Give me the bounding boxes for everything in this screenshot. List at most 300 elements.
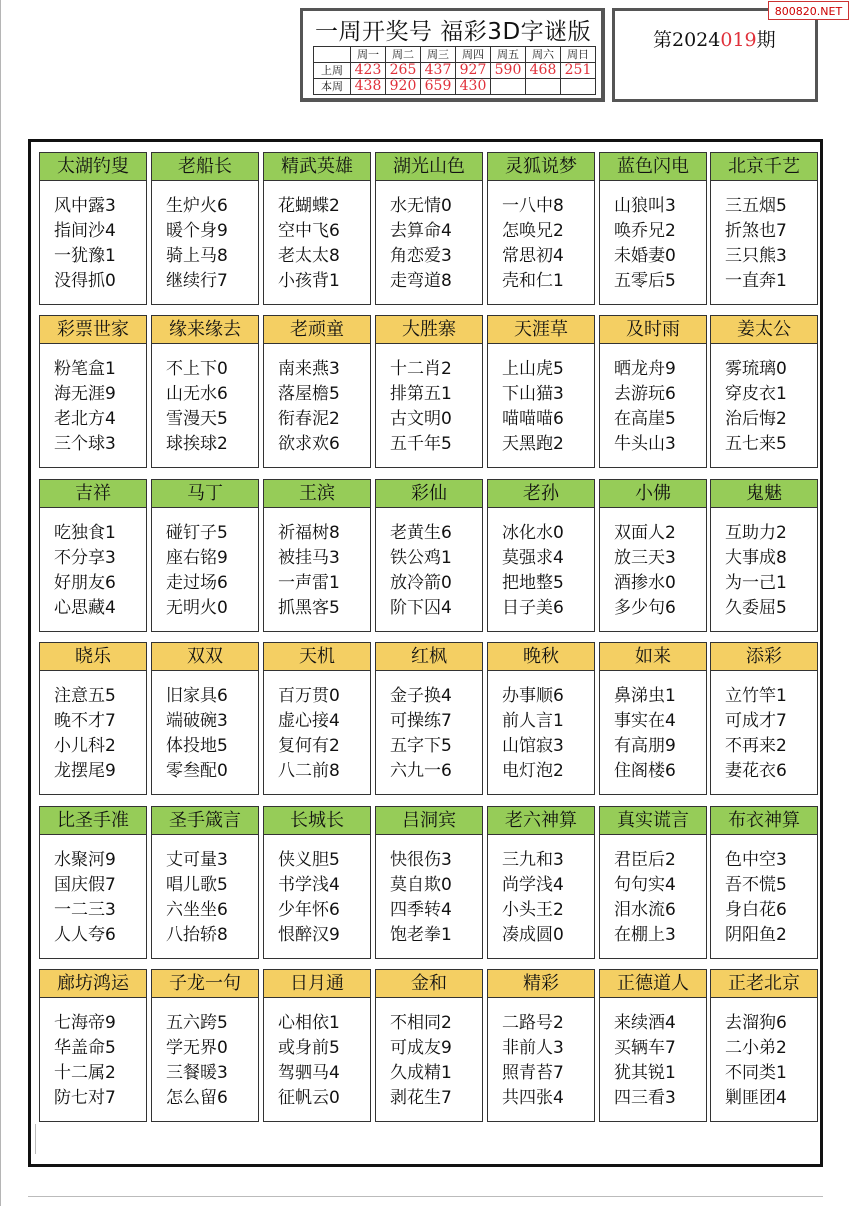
riddle-card — [151, 642, 259, 795]
riddle-line: 天黑跑2 — [502, 434, 564, 454]
card-title: 晚秋 — [488, 643, 594, 671]
card-title: 廊坊鸿运 — [40, 970, 146, 998]
card-lines — [711, 998, 817, 1111]
card-lines — [711, 508, 817, 621]
card-lines — [488, 508, 594, 621]
riddle-line: 一声雷1 — [278, 573, 340, 593]
riddle-line: 南来燕3 — [278, 359, 340, 379]
riddle-line: 办事顺6 — [502, 686, 564, 706]
riddle-line: 莫自欺0 — [390, 875, 452, 895]
riddle-line: 有高朋9 — [614, 736, 676, 756]
riddle-card — [487, 152, 595, 305]
riddle-line: 在高崖5 — [614, 409, 676, 429]
riddle-line: 唤乔兄2 — [614, 221, 676, 241]
riddle-line: 球挨球2 — [166, 434, 228, 454]
card-lines — [152, 344, 258, 457]
riddle-line: 日子美6 — [502, 598, 564, 618]
bottom-rule — [28, 1196, 823, 1197]
riddle-line: 水聚河9 — [54, 850, 116, 870]
riddle-card — [599, 969, 707, 1122]
card-title: 如来 — [600, 643, 706, 671]
riddle-line: 身白花6 — [725, 900, 787, 920]
riddle-line: 壳和仁1 — [502, 271, 564, 291]
riddle-card — [599, 479, 707, 632]
riddle-line: 可成友9 — [390, 1038, 452, 1058]
issue-prefix: 第2024 — [653, 29, 721, 51]
riddle-line: 不同类1 — [725, 1063, 787, 1083]
riddle-line: 可成才7 — [725, 711, 787, 731]
card-title: 小佛 — [600, 480, 706, 508]
card-title: 天机 — [264, 643, 370, 671]
riddle-line: 五零后5 — [614, 271, 676, 291]
draw-number: 251 — [561, 63, 596, 79]
riddle-line: 排第五1 — [390, 384, 452, 404]
riddle-card — [151, 315, 259, 468]
riddle-line: 去游玩6 — [614, 384, 676, 404]
weekly-title: 一周开奖号 福彩3D字谜版 — [315, 19, 592, 45]
riddle-line: 来续酒4 — [614, 1013, 676, 1033]
card-title: 及时雨 — [600, 316, 706, 344]
riddle-line: 四季转4 — [390, 900, 452, 920]
riddle-line: 电灯泡2 — [502, 761, 564, 781]
riddle-line: 晚不才7 — [54, 711, 116, 731]
riddle-card — [375, 806, 483, 959]
riddle-line: 华盖命5 — [54, 1038, 116, 1058]
riddle-card — [375, 315, 483, 468]
riddle-line: 君臣后2 — [614, 850, 676, 870]
riddle-line: 阴阳鱼2 — [725, 925, 787, 945]
card-title: 吉祥 — [40, 480, 146, 508]
riddle-line: 不相同2 — [390, 1013, 452, 1033]
draw-number: 438 — [351, 79, 386, 95]
riddle-line: 治后悔2 — [725, 409, 787, 429]
riddle-card — [39, 642, 147, 795]
riddle-line: 怎么留6 — [166, 1088, 228, 1108]
riddle-card — [263, 642, 371, 795]
card-title: 姜太公 — [711, 316, 817, 344]
riddle-card — [263, 806, 371, 959]
card-lines — [264, 181, 370, 294]
riddle-line: 莫强求4 — [502, 548, 564, 568]
riddle-line: 角恋爱3 — [390, 246, 452, 266]
riddle-line: 吾不慌5 — [725, 875, 787, 895]
empty-footer-cell — [35, 1124, 816, 1154]
riddle-line: 八二前8 — [278, 761, 340, 781]
card-title: 精彩 — [488, 970, 594, 998]
riddle-card — [263, 969, 371, 1122]
riddle-line: 可操练7 — [390, 711, 452, 731]
riddle-line: 快很伤3 — [390, 850, 452, 870]
riddle-line: 老黄生6 — [390, 523, 452, 543]
riddle-line: 五千年5 — [390, 434, 452, 454]
riddle-line: 老北方4 — [54, 409, 116, 429]
riddle-line: 大事成8 — [725, 548, 787, 568]
card-lines — [264, 508, 370, 621]
riddle-line: 雾琉璃0 — [725, 359, 787, 379]
riddle-line: 共四张4 — [502, 1088, 564, 1108]
riddle-line: 雪漫天5 — [166, 409, 228, 429]
riddle-line: 恨醉汉9 — [278, 925, 340, 945]
riddle-line: 三个球3 — [54, 434, 116, 454]
riddle-line: 久委屈5 — [725, 598, 787, 618]
riddle-card — [710, 152, 818, 305]
riddle-card — [263, 479, 371, 632]
riddle-line: 非前人3 — [502, 1038, 564, 1058]
weekday-label: 周二 — [386, 47, 421, 63]
card-title: 天涯草 — [488, 316, 594, 344]
weekday-header-row — [314, 47, 596, 63]
riddle-card — [375, 642, 483, 795]
card-lines — [40, 508, 146, 621]
card-title: 蓝色闪电 — [600, 153, 706, 181]
riddle-line: 山馆寂3 — [502, 736, 564, 756]
riddle-line: 久成精1 — [390, 1063, 452, 1083]
card-lines — [376, 998, 482, 1111]
card-title: 老顽童 — [264, 316, 370, 344]
riddle-line: 酒掺水0 — [614, 573, 676, 593]
row-label: 本周 — [314, 79, 351, 95]
riddle-line: 心相依1 — [278, 1013, 340, 1033]
riddle-line: 五字下5 — [390, 736, 452, 756]
riddle-line: 鼻涕虫1 — [614, 686, 676, 706]
card-title: 老孙 — [488, 480, 594, 508]
card-lines — [600, 508, 706, 621]
riddle-line: 铁公鸡1 — [390, 548, 452, 568]
riddle-line: 把地整5 — [502, 573, 564, 593]
riddle-card — [151, 152, 259, 305]
card-lines — [711, 835, 817, 948]
riddle-line: 小儿科2 — [54, 736, 116, 756]
riddle-line: 三五烟5 — [725, 196, 787, 216]
riddle-line: 征帆云0 — [278, 1088, 340, 1108]
riddle-line: 书学浅4 — [278, 875, 340, 895]
card-lines — [152, 508, 258, 621]
riddle-card — [710, 315, 818, 468]
riddle-line: 不分享3 — [54, 548, 116, 568]
riddle-line: 在棚上3 — [614, 925, 676, 945]
riddle-line: 去算命4 — [390, 221, 452, 241]
card-title: 彩仙 — [376, 480, 482, 508]
riddle-line: 暖个身9 — [166, 221, 228, 241]
riddle-line: 下山猫3 — [502, 384, 564, 404]
card-lines — [711, 344, 817, 457]
draw-number: 468 — [526, 63, 561, 79]
riddle-row — [39, 152, 819, 308]
card-title: 湖光山色 — [376, 153, 482, 181]
card-title: 缘来缘去 — [152, 316, 258, 344]
weekly-results-box — [300, 8, 605, 102]
riddle-line: 学无界0 — [166, 1038, 228, 1058]
riddle-row — [39, 642, 819, 798]
riddle-card — [39, 479, 147, 632]
riddle-line: 旧家具6 — [166, 686, 228, 706]
riddle-line: 多少句6 — [614, 598, 676, 618]
riddle-card — [487, 479, 595, 632]
card-lines — [40, 998, 146, 1111]
draw-number: 430 — [456, 79, 491, 95]
card-lines — [40, 835, 146, 948]
card-lines — [264, 835, 370, 948]
card-lines — [376, 508, 482, 621]
card-title: 比圣手准 — [40, 807, 146, 835]
riddle-card — [710, 969, 818, 1122]
riddle-line: 阶下囚4 — [390, 598, 452, 618]
riddle-line: 不上下0 — [166, 359, 228, 379]
card-lines — [488, 344, 594, 457]
card-title: 长城长 — [264, 807, 370, 835]
draw-number: 423 — [351, 63, 386, 79]
riddle-row — [39, 479, 819, 635]
riddle-line: 剿匪团4 — [725, 1088, 787, 1108]
card-title: 双双 — [152, 643, 258, 671]
draw-number: 659 — [421, 79, 456, 95]
riddle-line: 国庆假7 — [54, 875, 116, 895]
weekday-label: 周日 — [561, 47, 596, 63]
riddle-line: 色中空3 — [725, 850, 787, 870]
card-lines — [152, 181, 258, 294]
riddle-line: 花蝴蝶2 — [278, 196, 340, 216]
riddle-line: 剥花生7 — [390, 1088, 452, 1108]
riddle-line: 一二三3 — [54, 900, 116, 920]
riddle-card — [710, 642, 818, 795]
issue-num: 019 — [720, 29, 757, 51]
card-lines — [40, 344, 146, 457]
riddle-card — [487, 642, 595, 795]
card-lines — [711, 181, 817, 294]
riddle-line: 指间沙4 — [54, 221, 116, 241]
weekday-label: 周三 — [421, 47, 456, 63]
riddle-line: 二小弟2 — [725, 1038, 787, 1058]
riddle-line: 好朋友6 — [54, 573, 116, 593]
riddle-line: 生炉火6 — [166, 196, 228, 216]
riddle-line: 十二肖2 — [390, 359, 452, 379]
riddle-line: 水无情0 — [390, 196, 452, 216]
riddle-line: 买辆车7 — [614, 1038, 676, 1058]
issue-number-box — [612, 8, 818, 102]
draw-number — [526, 79, 561, 95]
riddle-line: 七海帝9 — [54, 1013, 116, 1033]
riddle-line: 零叁配0 — [166, 761, 228, 781]
riddle-line: 百万贯0 — [278, 686, 340, 706]
riddle-card — [375, 479, 483, 632]
riddle-line: 放冷箭0 — [390, 573, 452, 593]
card-title: 鬼魅 — [711, 480, 817, 508]
riddle-line: 金子换4 — [390, 686, 452, 706]
riddle-card — [263, 152, 371, 305]
riddle-line: 少年怀6 — [278, 900, 340, 920]
riddle-line: 事实在4 — [614, 711, 676, 731]
riddle-line: 祈福树8 — [278, 523, 340, 543]
card-title: 添彩 — [711, 643, 817, 671]
riddle-card — [39, 315, 147, 468]
riddle-card — [599, 152, 707, 305]
riddle-line: 唱儿歌5 — [166, 875, 228, 895]
riddle-line: 注意五5 — [54, 686, 116, 706]
riddle-line: 去溜狗6 — [725, 1013, 787, 1033]
riddle-row — [39, 806, 819, 962]
riddle-line: 一八中8 — [502, 196, 564, 216]
riddle-line: 立竹竿1 — [725, 686, 787, 706]
card-lines — [600, 835, 706, 948]
riddle-line: 端破碗3 — [166, 711, 228, 731]
draw-number — [561, 79, 596, 95]
card-lines — [152, 998, 258, 1111]
draw-number: 920 — [386, 79, 421, 95]
riddle-line: 山无水6 — [166, 384, 228, 404]
card-title: 圣手箴言 — [152, 807, 258, 835]
riddle-line: 一直奔1 — [725, 271, 787, 291]
card-lines — [376, 181, 482, 294]
riddle-card — [151, 479, 259, 632]
riddle-card — [39, 806, 147, 959]
riddle-line: 十二属2 — [54, 1063, 116, 1083]
riddle-line: 犹其锐1 — [614, 1063, 676, 1083]
riddle-line: 小孩背1 — [278, 271, 340, 291]
riddle-line: 心思藏4 — [54, 598, 116, 618]
card-lines — [600, 181, 706, 294]
riddle-card — [151, 806, 259, 959]
riddle-line: 不再来2 — [725, 736, 787, 756]
riddle-line: 冰化水0 — [502, 523, 564, 543]
riddle-line: 吃独食1 — [54, 523, 116, 543]
riddle-card — [710, 479, 818, 632]
riddle-row — [39, 969, 819, 1125]
riddle-line: 驾驷马4 — [278, 1063, 340, 1083]
riddle-line: 未婚妻0 — [614, 246, 676, 266]
riddle-card — [375, 969, 483, 1122]
riddle-line: 饱老拳1 — [390, 925, 452, 945]
riddle-line: 上山虎5 — [502, 359, 564, 379]
riddle-line: 被挂马3 — [278, 548, 340, 568]
card-title: 王滨 — [264, 480, 370, 508]
riddle-card — [599, 806, 707, 959]
riddle-card — [39, 969, 147, 1122]
card-title: 精武英雄 — [264, 153, 370, 181]
riddle-line: 六九一6 — [390, 761, 452, 781]
riddle-line: 防七对7 — [54, 1088, 116, 1108]
card-title: 子龙一句 — [152, 970, 258, 998]
card-title: 晓乐 — [40, 643, 146, 671]
riddle-line: 妻花衣6 — [725, 761, 787, 781]
card-title: 正老北京 — [711, 970, 817, 998]
card-title: 布衣神算 — [711, 807, 817, 835]
riddle-line: 体投地5 — [166, 736, 228, 756]
weekday-label: 周六 — [526, 47, 561, 63]
riddle-line: 照青苔7 — [502, 1063, 564, 1083]
riddle-line: 山狼叫3 — [614, 196, 676, 216]
riddle-line: 碰钉子5 — [166, 523, 228, 543]
riddle-line: 衔春泥2 — [278, 409, 340, 429]
card-lines — [264, 671, 370, 784]
riddle-line: 无明火0 — [166, 598, 228, 618]
riddle-card — [599, 642, 707, 795]
riddle-line: 句句实4 — [614, 875, 676, 895]
riddle-line: 五七来5 — [725, 434, 787, 454]
card-title: 老六神算 — [488, 807, 594, 835]
riddle-line: 八抬轿8 — [166, 925, 228, 945]
riddle-line: 欲求欢6 — [278, 434, 340, 454]
card-lines — [600, 671, 706, 784]
riddle-line: 尚学浅4 — [502, 875, 564, 895]
card-lines — [488, 835, 594, 948]
card-lines — [711, 671, 817, 784]
card-title: 老船长 — [152, 153, 258, 181]
riddle-line: 没得抓0 — [54, 271, 116, 291]
riddle-card — [151, 969, 259, 1122]
riddle-line: 三餐暖3 — [166, 1063, 228, 1083]
riddle-line: 牛头山3 — [614, 434, 676, 454]
card-lines — [376, 835, 482, 948]
card-lines — [488, 998, 594, 1111]
card-title: 大胜寨 — [376, 316, 482, 344]
riddle-card — [263, 315, 371, 468]
riddle-row — [39, 315, 819, 471]
page-left-edge — [0, 0, 1, 1206]
weekday-label: 周四 — [456, 47, 491, 63]
this-week-row — [314, 79, 596, 95]
row-label: 上周 — [314, 63, 351, 79]
riddle-line: 古文明0 — [390, 409, 452, 429]
riddle-line: 走弯道8 — [390, 271, 452, 291]
riddle-line: 骑上马8 — [166, 246, 228, 266]
card-lines — [264, 998, 370, 1111]
card-title: 真实谎言 — [600, 807, 706, 835]
draw-number: 437 — [421, 63, 456, 79]
riddle-line: 抓黑客5 — [278, 598, 340, 618]
draw-number: 927 — [456, 63, 491, 79]
card-lines — [264, 344, 370, 457]
riddle-line: 老太太8 — [278, 246, 340, 266]
riddle-line: 常思初4 — [502, 246, 564, 266]
riddle-card — [39, 152, 147, 305]
riddle-line: 虚心接4 — [278, 711, 340, 731]
riddle-line: 住阁楼6 — [614, 761, 676, 781]
riddle-card — [487, 806, 595, 959]
riddle-line: 海无涯9 — [54, 384, 116, 404]
card-title: 红枫 — [376, 643, 482, 671]
issue-number — [653, 25, 776, 52]
riddle-line: 三只熊3 — [725, 246, 787, 266]
riddle-line: 晒龙舟9 — [614, 359, 676, 379]
riddle-line: 喵喵喵6 — [502, 409, 564, 429]
card-title: 吕洞宾 — [376, 807, 482, 835]
riddle-line: 双面人2 — [614, 523, 676, 543]
riddle-line: 六坐坐6 — [166, 900, 228, 920]
riddle-line: 二路号2 — [502, 1013, 564, 1033]
riddle-line: 继续行7 — [166, 271, 228, 291]
weekday-label: 周五 — [491, 47, 526, 63]
card-title: 灵狐说梦 — [488, 153, 594, 181]
riddle-line: 座右铭9 — [166, 548, 228, 568]
riddle-line: 龙摆尾9 — [54, 761, 116, 781]
riddle-line: 为一己1 — [725, 573, 787, 593]
card-lines — [376, 344, 482, 457]
riddle-line: 凑成圆0 — [502, 925, 564, 945]
card-title: 金和 — [376, 970, 482, 998]
riddle-line: 怎唤兄2 — [502, 221, 564, 241]
card-lines — [600, 998, 706, 1111]
riddle-card — [487, 969, 595, 1122]
riddle-line: 或身前5 — [278, 1038, 340, 1058]
riddle-line: 四三看3 — [614, 1088, 676, 1108]
site-watermark: 800820.NET — [768, 1, 849, 20]
card-lines — [152, 835, 258, 948]
riddle-line: 小头王2 — [502, 900, 564, 920]
last-week-row — [314, 63, 596, 79]
card-lines — [488, 671, 594, 784]
card-lines — [488, 181, 594, 294]
corner-cell — [314, 47, 351, 63]
